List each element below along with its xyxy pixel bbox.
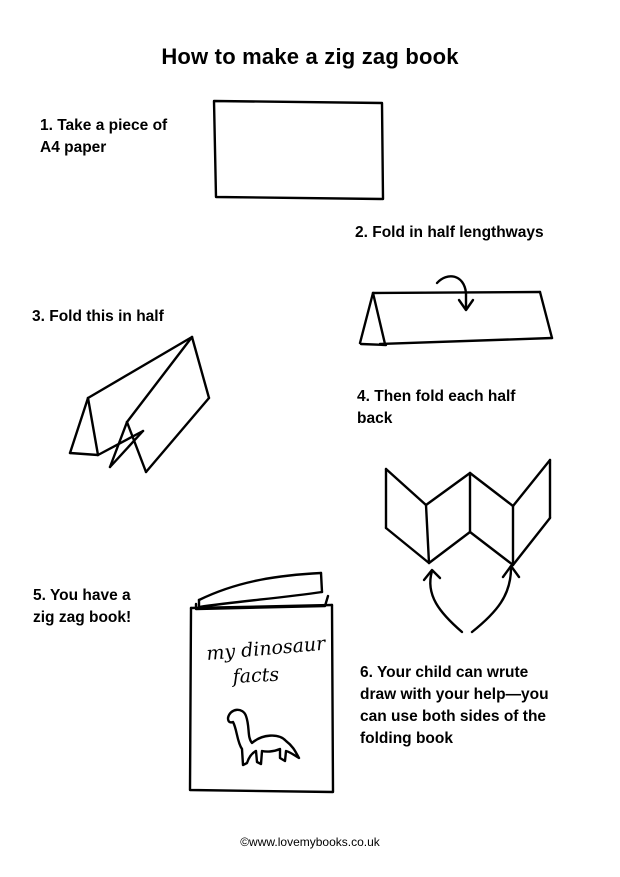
dinosaur-icon	[228, 710, 299, 765]
book-cover-title-line2: facts	[232, 663, 280, 688]
zig-zag-fold-illustration	[386, 460, 550, 632]
step-1-text: 1. Take a piece of A4 paper	[40, 117, 168, 156]
fold-lengthways-illustration	[360, 276, 552, 345]
a4-paper-illustration	[214, 101, 383, 199]
step-5-text: 5. You have a zig zag book!	[33, 587, 132, 626]
step-2-text: 2. Fold in half lengthways	[355, 224, 544, 241]
copyright-footer: ©www.lovemybooks.co.uk	[240, 835, 380, 849]
page-title: How to make a zig zag book	[161, 44, 459, 69]
finished-book-illustration	[190, 573, 333, 792]
fold-in-half-illustration	[70, 337, 209, 472]
book-cover-title-line1: my dinosaur	[205, 632, 327, 665]
step-4-text: 4. Then fold each half back	[357, 388, 516, 427]
step-3-text: 3. Fold this in half	[32, 308, 164, 325]
step-6-text: 6. Your child can wrute draw with your help—you can use both sides of the folding book	[360, 664, 549, 747]
